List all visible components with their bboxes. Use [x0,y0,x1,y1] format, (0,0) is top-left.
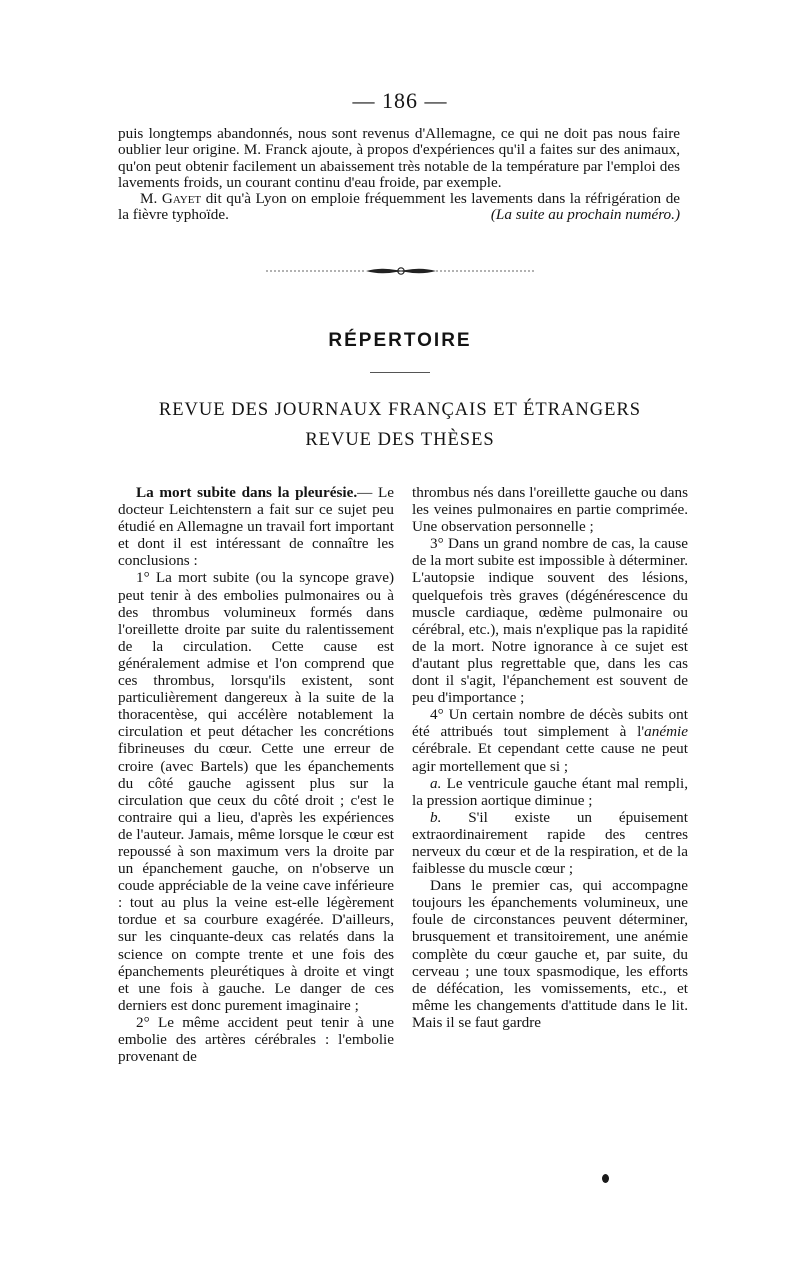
article-intro-text: — Le docteur Leichtenstern a fait sur ce sujet peu étudié en Allemagne un travail fort important et dont il est intéressant de connaître les conclusions : [118,484,394,570]
item-b [412,809,688,877]
continued-text: thrombus nés dans l'oreillette gauche ou dans les veines pulmonaires en partie comprimée. Une observation personnelle ; [412,484,688,536]
article-title: La mort subite dans la pleurésie. [136,484,358,501]
point-4 [412,706,688,774]
section-title: RÉPERTOIRE [328,330,472,351]
item-a [412,775,688,809]
right-column [412,484,688,1031]
intro-paragraph-2-text: dit qu'à Lyon on emploie fréquemment les lavements dans la réfrigération de la fièvre typhoïde. [118,190,681,224]
left-column [118,484,394,1065]
ink-dot [602,1174,609,1183]
point-3: 3° Dans un grand nombre de cas, la cause de la mort subite est impossible à déterminer. L'autopsie indique souvent des lésions, quelquefois très graves (dégénérescence du muscle cardiaque, œdème pulmonaire ou cérébral, etc.), mais n'explique pas la rapidité de la mort. Notre ignorance à ce sujet est d'autant plus regrettable que, dans les cas dont il s'agit, l'épanchement est souvent de peu d'importance ; [412,535,688,707]
intro-paragraph-2 [118,191,680,224]
subsection-title-theses: REVUE DES THÈSES [305,430,495,450]
ornament-divider [266,264,536,278]
final-paragraph: Dans le premier cas, qui accompagne toujours les épanchements volumineux, une foule de circonstances peuvent déterminer, brusquement et transitoirement, une anémie complète du cœur gauche et, par suite, du cerveau ; une toux spasmodique, les efforts de défécation, les vomissements, etc., et même les changements d'attitude dans le lit. Mais il se faut gardre [412,877,688,1031]
continuation-note: (La suite au prochain numéro.) [490,206,680,224]
item-b-text: S'il existe un épuisement extraordinairement rapide des centres nerveux du cœur et de la respiration, et de la faiblesse du muscle cœur ; [412,808,688,878]
intro-prefix: M. [140,190,158,208]
intro-paragraph-1: puis longtemps abandonnés, nous sont revenus d'Allemagne, ce qui ne doit pas nous faire oublier leur origine. M. Franck ajoute, à propos d'expériences qu'il a faites sur des animaux, qu'on peut obtenir facilement un abaissement très notable de la température par l'emploi des lavements froids, un courant continu d'eau froide, par exemple. [118,125,680,191]
item-a-label: a. [430,774,442,792]
intro-section [118,126,680,224]
article-intro [118,484,394,569]
point-4-italic: anémie [644,723,688,741]
point-4-text-b: cérébrale. Et cependant cette cause ne peut agir mortellement que si ; [412,740,688,775]
point-1: 1° La mort subite (ou la syncope grave) peut tenir à des embolies pulmonaires ou à des thrombus volumineux formés dans l'oreillette droite par suite du ralentissement de la circulation. Cette cause est généralement admise et l'on comprend que ces thrombus, lorsqu'ils existent, sont particulièrement dangereux à la suite de la thoracentèse, qui accélère notablement la circulation et peut détacher les concrétions fibrineuses du cœur. Cette une erreur de croire (avec Bartels) que les épanchements du côté gauche agissent plus sur la circulation que ceux du côté droit ; c'est le contraire qui a lieu, d'après les expériences de l'auteur. Jamais, même lorsque le cœur est repoussé à son maximum vers la droite par un épanchement gauche, on n'observe un coude appréciable de la veine cave inférieure : tout au plus la veine est-elle légèrement tordue et sa courbure exagérée. D'ailleurs, sur les cinquante-deux cas relatés dans la science on compte trente et une fois des épanchements pleurétiques à droite et vingt et une fois à gauche. Le danger de ces derniers est donc purement imaginaire ; [118,569,394,1014]
item-b-label: b. [430,808,442,826]
subsection-title-journaux: REVUE DES JOURNAUX FRANÇAIS ET ÉTRANGERS [158,400,642,420]
point-2: 2° Le même accident peut tenir à une embolie des artères cérébrales : l'embolie provenant de [118,1013,394,1066]
page-number: — 186 — [352,88,448,113]
title-underline [370,372,430,373]
point-4-text-a: 4° Un certain nombre de décès subits ont été attribués tout simplement à l' [412,706,688,741]
item-a-text: Le ventricule gauche étant mal rempli, la pression aortique diminue ; [412,774,688,809]
author-name: Gayet [161,190,202,208]
